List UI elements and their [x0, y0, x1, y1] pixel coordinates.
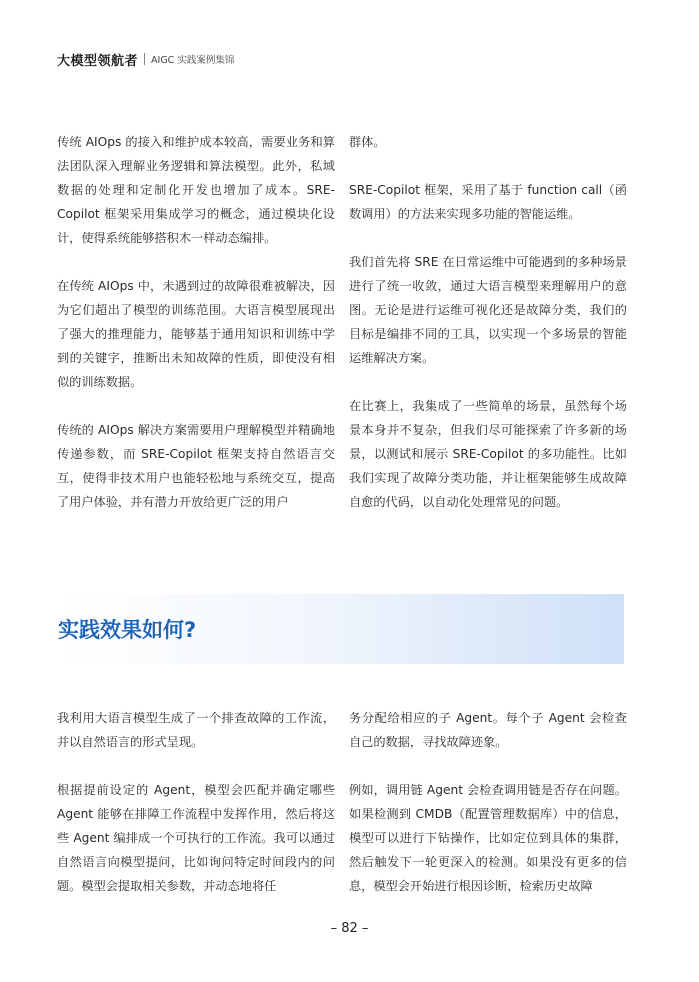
section2-right-column — [349, 706, 627, 898]
page-number: – 82 – — [330, 921, 369, 936]
paragraph: 在传统 AIOps 中，未遇到过的故障很难被解决，因为它们超出了模型的训练范围。大语言模型展现出了强大的推理能力，能够基于通用知识和训练中学到的关键字，推断出未知故障的性质，即使没有相似的训练数据。 — [57, 279, 335, 389]
section1-right-column — [349, 130, 627, 514]
paragraph: 我利用大语言模型生成了一个排查故障的工作流，并以自然语言的形式呈现。 — [57, 711, 335, 749]
paragraph: 务分配给相应的子 Agent。每个子 Agent 会检查自己的数据，寻找故障迹象。 — [349, 711, 627, 749]
paragraph: SRE-Copilot 框架，采用了基于 function call（函数调用）的方法来实现多功能的智能运维。 — [349, 183, 627, 221]
header-subtitle: AIGC 实践案例集锦 — [151, 55, 235, 66]
paragraph: 我们首先将 SRE 在日常运维中可能遇到的多种场景进行了统一收敛，通过大语言模型来理解用户的意图。无论是进行运维可视化还是故障分类，我们的目标是编排不同的工具，以实现一个多场景的智能运维解决方案。 — [349, 255, 627, 365]
section1-left-column — [57, 130, 335, 514]
paragraph: 传统的 AIOps 解决方案需要用户理解模型并精确地传递参数，而 SRE-Copilot 框架支持自然语言交互，使得非技术用户也能轻松地与系统交互，提高了用户体验，并有潜力开放给更广泛的用户 — [57, 423, 335, 509]
section2-left-column — [57, 706, 335, 898]
header-divider — [144, 53, 145, 65]
section-banner — [57, 594, 624, 664]
paragraph: 在比赛上，我集成了一些简单的场景，虽然每个场景本身并不复杂，但我们尽可能探索了许多新的场景，以测试和展示 SRE-Copilot 的多功能性。比如我们实现了故障分类功能，并让框架能够生成故障自愈的代码，以自动化处理常见的问题。 — [349, 399, 627, 509]
paragraph: 例如，调用链 Agent 会检查调用链是否存在问题。如果检测到 CMDB（配置管理数据库）中的信息，模型可以进行下钻操作，比如定位到具体的集群，然后触发下一轮更深入的检测。如果没有更多的信息，模型会开始进行根因诊断，检索历史故障 — [349, 783, 627, 893]
header-brand: 大模型领航者 — [57, 53, 139, 69]
running-header — [57, 50, 234, 68]
section-title: 实践效果如何? — [58, 618, 197, 642]
paragraph: 根据提前设定的 Agent，模型会匹配并确定哪些 Agent 能够在排障工作流程中发挥作用，然后将这些 Agent 编排成一个可执行的工作流。我可以通过自然语言向模型提问，比如询问特定时间段内的问题。模型会提取相关参数，并动态地将任 — [57, 783, 335, 893]
paragraph: 群体。 — [349, 135, 386, 149]
paragraph: 传统 AIOps 的接入和维护成本较高，需要业务和算法团队深入理解业务逻辑和算法模型。此外，私域数据的处理和定制化开发也增加了成本。SRE-Copilot 框架采用集成学习的概念，通过模块化设计，使得系统能够搭积木一样动态编排。 — [57, 135, 335, 245]
